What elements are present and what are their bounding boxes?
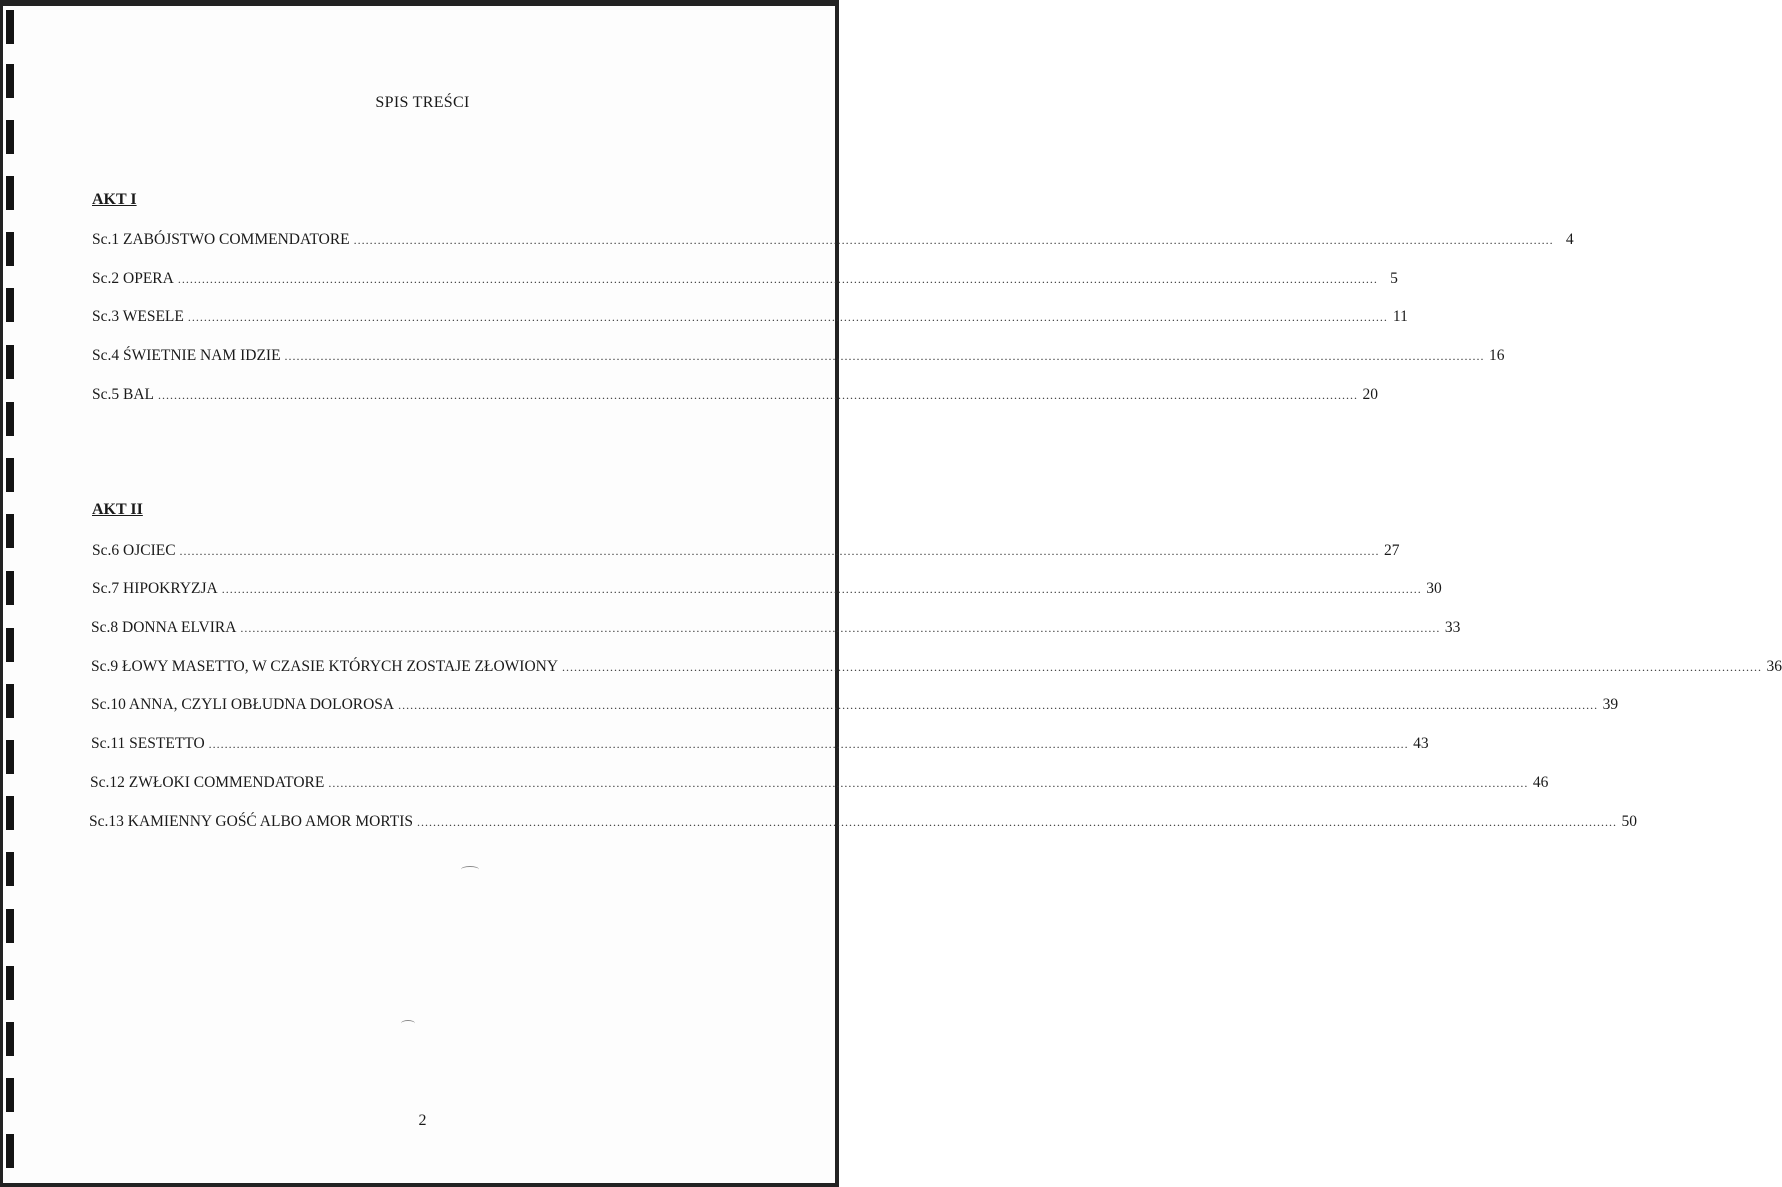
toc-entry	[89, 813, 1638, 831]
dot-leader: ............................................................................................................................................................................................................................................................................................................	[208, 737, 1409, 751]
binding-hole	[6, 966, 14, 1000]
dot-leader: ............................................................................................................................................................................................................................................................................................................	[284, 349, 1485, 363]
page-number: 2	[418, 1112, 427, 1129]
toc-entry-page: 39	[1602, 696, 1619, 713]
binding-hole	[6, 1022, 14, 1056]
binding-hole	[6, 176, 14, 210]
binding-hole	[6, 740, 14, 774]
dot-leader: ............................................................................................................................................................................................................................................................................................................	[158, 388, 1358, 402]
binding-hole	[6, 402, 14, 436]
scan-mark	[461, 866, 479, 873]
toc-entry-label: Sc.1 ZABÓJSTWO COMMENDATORE	[92, 231, 350, 248]
binding-hole	[6, 288, 14, 322]
dot-leader: ............................................................................................................................................................................................................................................................................................................	[179, 544, 1380, 558]
toc-entry-page: 43	[1413, 735, 1429, 752]
toc-entry-page: 5	[1390, 270, 1398, 287]
binding-hole	[6, 852, 14, 886]
toc-entry-label: Sc.10 ANNA, CZYLI OBŁUDNA DOLOROSA	[91, 696, 395, 713]
binding-hole	[6, 1134, 14, 1168]
toc-entry-label: Sc.8 DONNA ELVIRA	[91, 619, 237, 636]
binding-hole	[6, 571, 14, 605]
toc-entry-page: 16	[1489, 347, 1505, 364]
toc-entry-page: 11	[1392, 308, 1408, 325]
toc-entry	[91, 658, 1782, 676]
dot-leader: ............................................................................................................................................................................................................................................................................................................	[177, 272, 1378, 286]
dot-leader: ............................................................................................................................................................................................................................................................................................................	[187, 310, 1388, 324]
toc-entry-page: 30	[1426, 580, 1442, 597]
dot-leader: ............................................................................................................................................................................................................................................................................................................	[398, 698, 1599, 712]
binding-hole	[6, 628, 14, 662]
toc-entry	[92, 231, 1574, 249]
toc-entry-label: Sc.6 OJCIEC	[92, 542, 176, 559]
dot-leader: ............................................................................................................................................................................................................................................................................................................	[417, 815, 1618, 829]
binding-hole	[6, 796, 14, 830]
toc-entry-label: Sc.7 HIPOKRYZJA	[92, 580, 218, 597]
binding-hole	[6, 64, 14, 98]
toc-entry-label: Sc.2 OPERA	[92, 270, 174, 287]
binding-hole	[6, 458, 14, 492]
toc-entry-page: 20	[1362, 386, 1378, 403]
toc-entry-page: 50	[1621, 813, 1638, 830]
binding-hole	[6, 684, 14, 718]
toc-entry-label: Sc.4 ŚWIETNIE NAM IDZIE	[92, 347, 281, 364]
toc-entry-label: Sc.13 KAMIENNY GOŚĆ ALBO AMOR MORTIS	[89, 813, 414, 830]
toc-entry-page: 4	[1565, 231, 1574, 248]
toc-entry	[92, 386, 1378, 404]
binding-hole	[6, 232, 14, 266]
toc-entry-label: Sc.12 ZWŁOKI COMMENDATORE	[90, 774, 325, 791]
toc-entry	[91, 735, 1429, 753]
toc-entry-page: 27	[1384, 542, 1400, 559]
toc-entry	[91, 619, 1461, 637]
dot-leader: ............................................................................................................................................................................................................................................................................................................	[562, 660, 1763, 674]
toc-entry-label: Sc.11 SESTETTO	[91, 735, 205, 752]
scan-mark	[401, 1020, 415, 1027]
dot-leader: ............................................................................................................................................................................................................................................................................................................	[328, 776, 1529, 790]
section-heading-akt-1: AKT I	[92, 191, 137, 208]
binding-hole	[6, 1078, 14, 1112]
toc-entry-page: 36	[1766, 658, 1782, 675]
binding-hole	[6, 909, 14, 943]
binding-hole	[6, 10, 14, 44]
binding-hole	[6, 345, 14, 379]
toc-entry	[92, 580, 1442, 598]
toc-entry-label: Sc.5 BAL	[92, 386, 154, 403]
binding-hole	[6, 120, 14, 154]
toc-entry	[90, 774, 1549, 792]
page-title: SPIS TREŚCI	[375, 94, 470, 111]
binding-hole	[6, 514, 14, 548]
dot-leader: ............................................................................................................................................................................................................................................................................................................	[353, 233, 1554, 247]
dot-leader: ............................................................................................................................................................................................................................................................................................................	[240, 621, 1441, 635]
toc-entry	[92, 270, 1398, 288]
section-heading-akt-2: AKT II	[92, 501, 143, 518]
toc-entry	[92, 347, 1505, 365]
toc-entry-page: 46	[1532, 774, 1549, 791]
toc-entry-page: 33	[1444, 619, 1461, 636]
dot-leader: ............................................................................................................................................................................................................................................................................................................	[221, 582, 1422, 596]
toc-entry-label: Sc.3 WESELE	[92, 308, 184, 325]
toc-entry	[92, 308, 1408, 326]
toc-entry-label: Sc.9 ŁOWY MASETTO, W CZASIE KTÓRYCH ZOSTAJE ZŁOWIONY	[91, 658, 559, 675]
toc-entry	[92, 542, 1400, 560]
toc-entry	[91, 696, 1619, 714]
